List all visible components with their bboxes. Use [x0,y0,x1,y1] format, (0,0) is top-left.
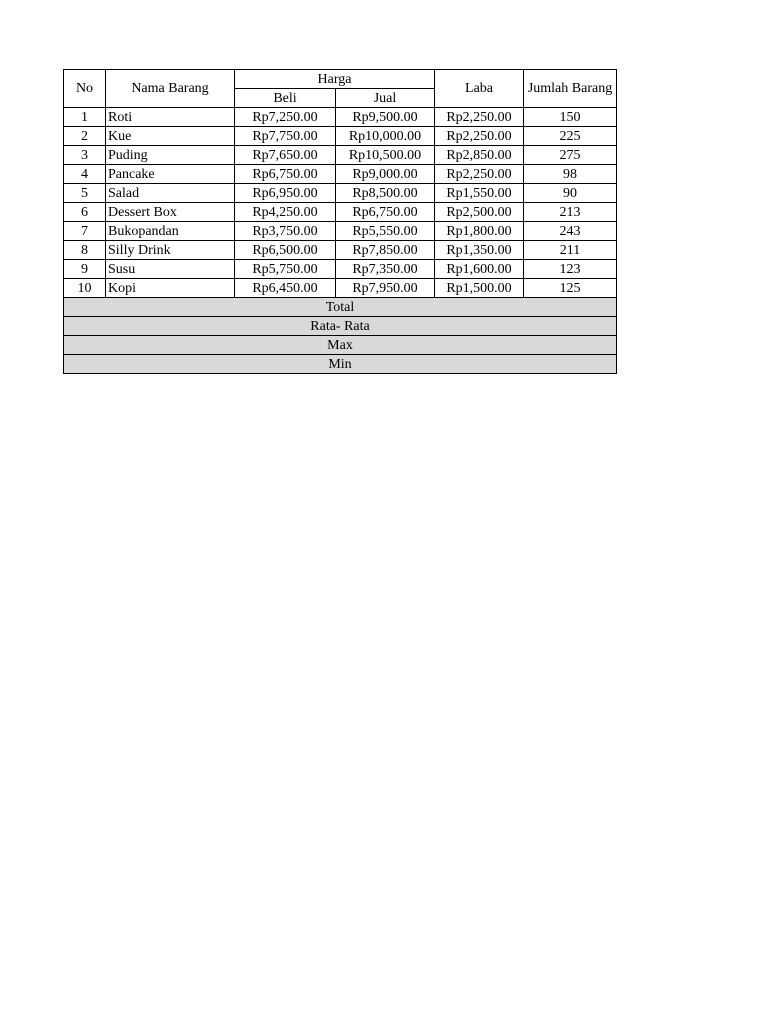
cell-no[interactable]: 2 [64,127,106,146]
table-row [64,203,617,222]
header-item-name[interactable]: Nama Barang [106,70,235,108]
cell-sell-price[interactable]: Rp10,000.00 [336,127,435,146]
cell-item-name[interactable]: Kue [106,127,235,146]
cell-item-name[interactable]: Roti [106,108,235,127]
cell-quantity[interactable]: 123 [524,260,617,279]
cell-quantity[interactable]: 150 [524,108,617,127]
cell-sell-price[interactable]: Rp6,750.00 [336,203,435,222]
cell-quantity[interactable]: 125 [524,279,617,298]
cell-profit[interactable]: Rp2,250.00 [435,165,524,184]
cell-quantity[interactable]: 243 [524,222,617,241]
cell-sell-price[interactable]: Rp7,950.00 [336,279,435,298]
cell-profit[interactable]: Rp2,250.00 [435,108,524,127]
cell-quantity[interactable]: 225 [524,127,617,146]
cell-sell-price[interactable]: Rp10,500.00 [336,146,435,165]
cell-item-name[interactable]: Kopi [106,279,235,298]
cell-no[interactable]: 10 [64,279,106,298]
cell-no[interactable]: 1 [64,108,106,127]
cell-item-name[interactable]: Susu [106,260,235,279]
cell-sell-price[interactable]: Rp8,500.00 [336,184,435,203]
cell-buy-price[interactable]: Rp7,250.00 [235,108,336,127]
cell-quantity[interactable]: 90 [524,184,617,203]
header-row-top [64,70,617,89]
table-row [64,146,617,165]
header-buy-price[interactable]: Beli [235,89,336,108]
cell-sell-price[interactable]: Rp7,850.00 [336,241,435,260]
cell-buy-price[interactable]: Rp5,750.00 [235,260,336,279]
cell-quantity[interactable]: 98 [524,165,617,184]
cell-quantity[interactable]: 275 [524,146,617,165]
cell-profit[interactable]: Rp2,850.00 [435,146,524,165]
cell-sell-price[interactable]: Rp9,000.00 [336,165,435,184]
summary-row-min [64,355,617,374]
cell-no[interactable]: 6 [64,203,106,222]
summary-average-label[interactable]: Rata- Rata [64,317,617,336]
spreadsheet-sheet [63,69,617,374]
cell-no[interactable]: 3 [64,146,106,165]
cell-quantity[interactable]: 213 [524,203,617,222]
cell-item-name[interactable]: Puding [106,146,235,165]
table-row [64,222,617,241]
cell-item-name[interactable]: Bukopandan [106,222,235,241]
summary-rows [64,298,617,374]
cell-profit[interactable]: Rp2,250.00 [435,127,524,146]
sales-table [63,69,617,374]
table-row [64,184,617,203]
summary-max-label[interactable]: Max [64,336,617,355]
header-no[interactable]: No [64,70,106,108]
cell-buy-price[interactable]: Rp6,950.00 [235,184,336,203]
cell-profit[interactable]: Rp1,800.00 [435,222,524,241]
cell-buy-price[interactable]: Rp3,750.00 [235,222,336,241]
summary-row-total [64,298,617,317]
table-row [64,279,617,298]
cell-sell-price[interactable]: Rp9,500.00 [336,108,435,127]
cell-item-name[interactable]: Dessert Box [106,203,235,222]
table-row [64,260,617,279]
cell-no[interactable]: 5 [64,184,106,203]
header-profit[interactable]: Laba [435,70,524,108]
cell-profit[interactable]: Rp1,500.00 [435,279,524,298]
cell-no[interactable]: 4 [64,165,106,184]
cell-no[interactable]: 8 [64,241,106,260]
table-row [64,127,617,146]
table-row [64,165,617,184]
data-rows [64,108,617,298]
header-sell-price[interactable]: Jual [336,89,435,108]
cell-quantity[interactable]: 211 [524,241,617,260]
table-row [64,241,617,260]
header-quantity[interactable]: Jumlah Barang [524,70,617,108]
cell-item-name[interactable]: Silly Drink [106,241,235,260]
summary-total-label[interactable]: Total [64,298,617,317]
header-price-group[interactable]: Harga [235,70,435,89]
cell-buy-price[interactable]: Rp6,500.00 [235,241,336,260]
cell-profit[interactable]: Rp2,500.00 [435,203,524,222]
cell-sell-price[interactable]: Rp5,550.00 [336,222,435,241]
cell-profit[interactable]: Rp1,550.00 [435,184,524,203]
summary-min-label[interactable]: Min [64,355,617,374]
cell-sell-price[interactable]: Rp7,350.00 [336,260,435,279]
summary-row-max [64,336,617,355]
cell-buy-price[interactable]: Rp6,750.00 [235,165,336,184]
cell-buy-price[interactable]: Rp4,250.00 [235,203,336,222]
cell-no[interactable]: 7 [64,222,106,241]
cell-item-name[interactable]: Pancake [106,165,235,184]
summary-row-average [64,317,617,336]
cell-no[interactable]: 9 [64,260,106,279]
cell-buy-price[interactable]: Rp6,450.00 [235,279,336,298]
cell-item-name[interactable]: Salad [106,184,235,203]
cell-buy-price[interactable]: Rp7,650.00 [235,146,336,165]
cell-profit[interactable]: Rp1,600.00 [435,260,524,279]
cell-buy-price[interactable]: Rp7,750.00 [235,127,336,146]
cell-profit[interactable]: Rp1,350.00 [435,241,524,260]
table-row [64,108,617,127]
